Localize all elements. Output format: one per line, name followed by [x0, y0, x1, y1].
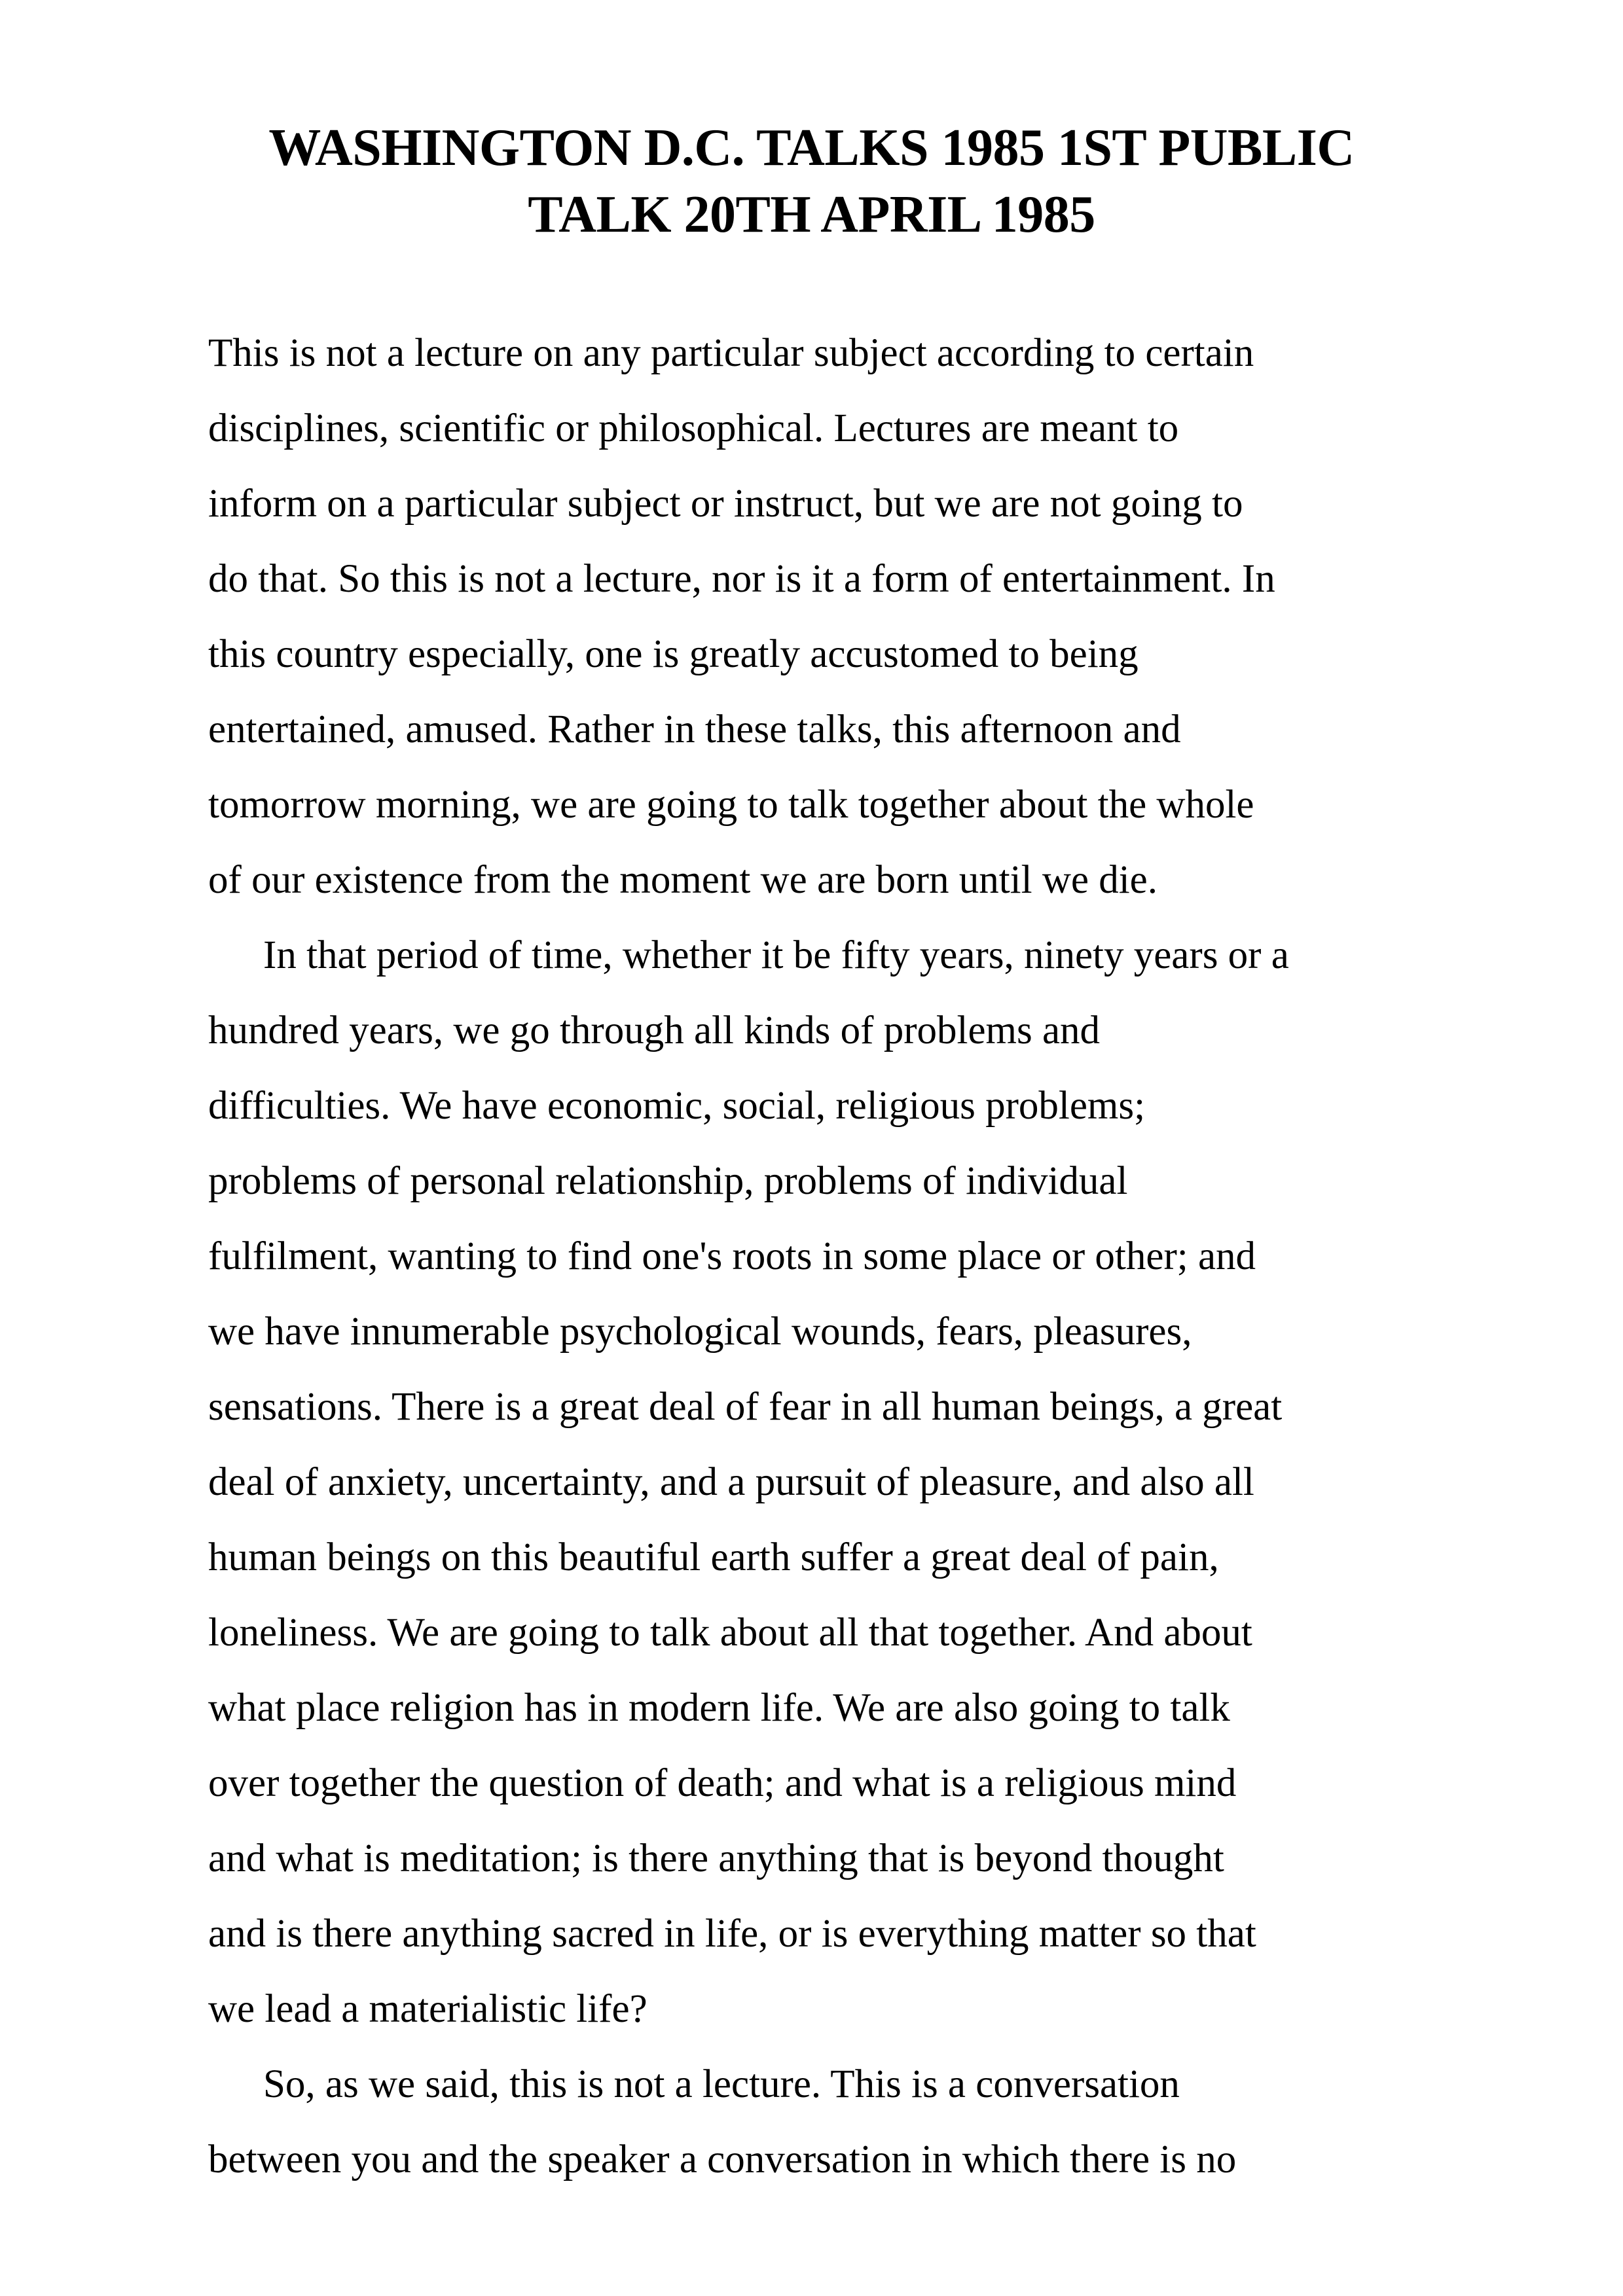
text-line: what place religion has in modern life. We are also going to talk — [208, 1686, 1230, 1730]
text-line: loneliness. We are going to talk about all that together. And about — [208, 1611, 1252, 1655]
text-line: we lead a materialistic life? — [208, 1987, 647, 2031]
title-line: TALK 20TH APRIL 1985 — [528, 186, 1095, 243]
page-title — [196, 115, 1427, 248]
text-line: entertained, amused. Rather in these talks, this afternoon and — [208, 708, 1181, 751]
text-line: difficulties. We have economic, social, religious problems; — [208, 1084, 1146, 1128]
text-line: deal of anxiety, uncertainty, and a pursuit of pleasure, and also all — [208, 1460, 1254, 1504]
text-line: sensations. There is a great deal of fear in all human beings, a great — [208, 1385, 1283, 1429]
text-line: disciplines, scientific or philosophical. Lectures are meant to — [208, 406, 1179, 450]
text-line: between you and the speaker a conversation in which there is no — [208, 2138, 1237, 2181]
text-line: of our existence from the moment we are born until we die. — [208, 858, 1158, 902]
text-line: tomorrow morning, we are going to talk together about the whole — [208, 783, 1254, 827]
text-line: human beings on this beautiful earth suffer a great deal of pain, — [208, 1535, 1219, 1579]
paragraph-1 — [208, 315, 1452, 918]
text-line: over together the question of death; and what is a religious mind — [208, 1761, 1237, 1805]
text-line: and what is meditation; is there anything that is beyond thought — [208, 1837, 1224, 1880]
text-line: In that period of time, whether it be fifty years, ninety years or a — [263, 933, 1289, 977]
text-line: hundred years, we go through all kinds of problems and — [208, 1009, 1101, 1052]
document-body — [208, 315, 1452, 2197]
text-line: we have innumerable psychological wounds, fears, pleasures, — [208, 1310, 1192, 1354]
text-line: This is not a lecture on any particular subject according to certain — [208, 331, 1254, 375]
text-line: this country especially, one is greatly accustomed to being — [208, 632, 1139, 676]
text-line: fulfilment, wanting to find one's roots in some place or other; and — [208, 1234, 1256, 1278]
title-line: WASHINGTON D.C. TALKS 1985 1ST PUBLIC — [268, 119, 1355, 177]
paragraph-2 — [208, 918, 1452, 2047]
text-line: So, as we said, this is not a lecture. This is a conversation — [263, 2062, 1180, 2106]
text-line: problems of personal relationship, problems of individual — [208, 1159, 1128, 1203]
text-line: and is there anything sacred in life, or is everything matter so that — [208, 1912, 1256, 1956]
paragraph-3 — [208, 2047, 1452, 2197]
text-line: do that. So this is not a lecture, nor is it a form of entertainment. In — [208, 557, 1275, 601]
text-line: inform on a particular subject or instruct, but we are not going to — [208, 482, 1243, 526]
